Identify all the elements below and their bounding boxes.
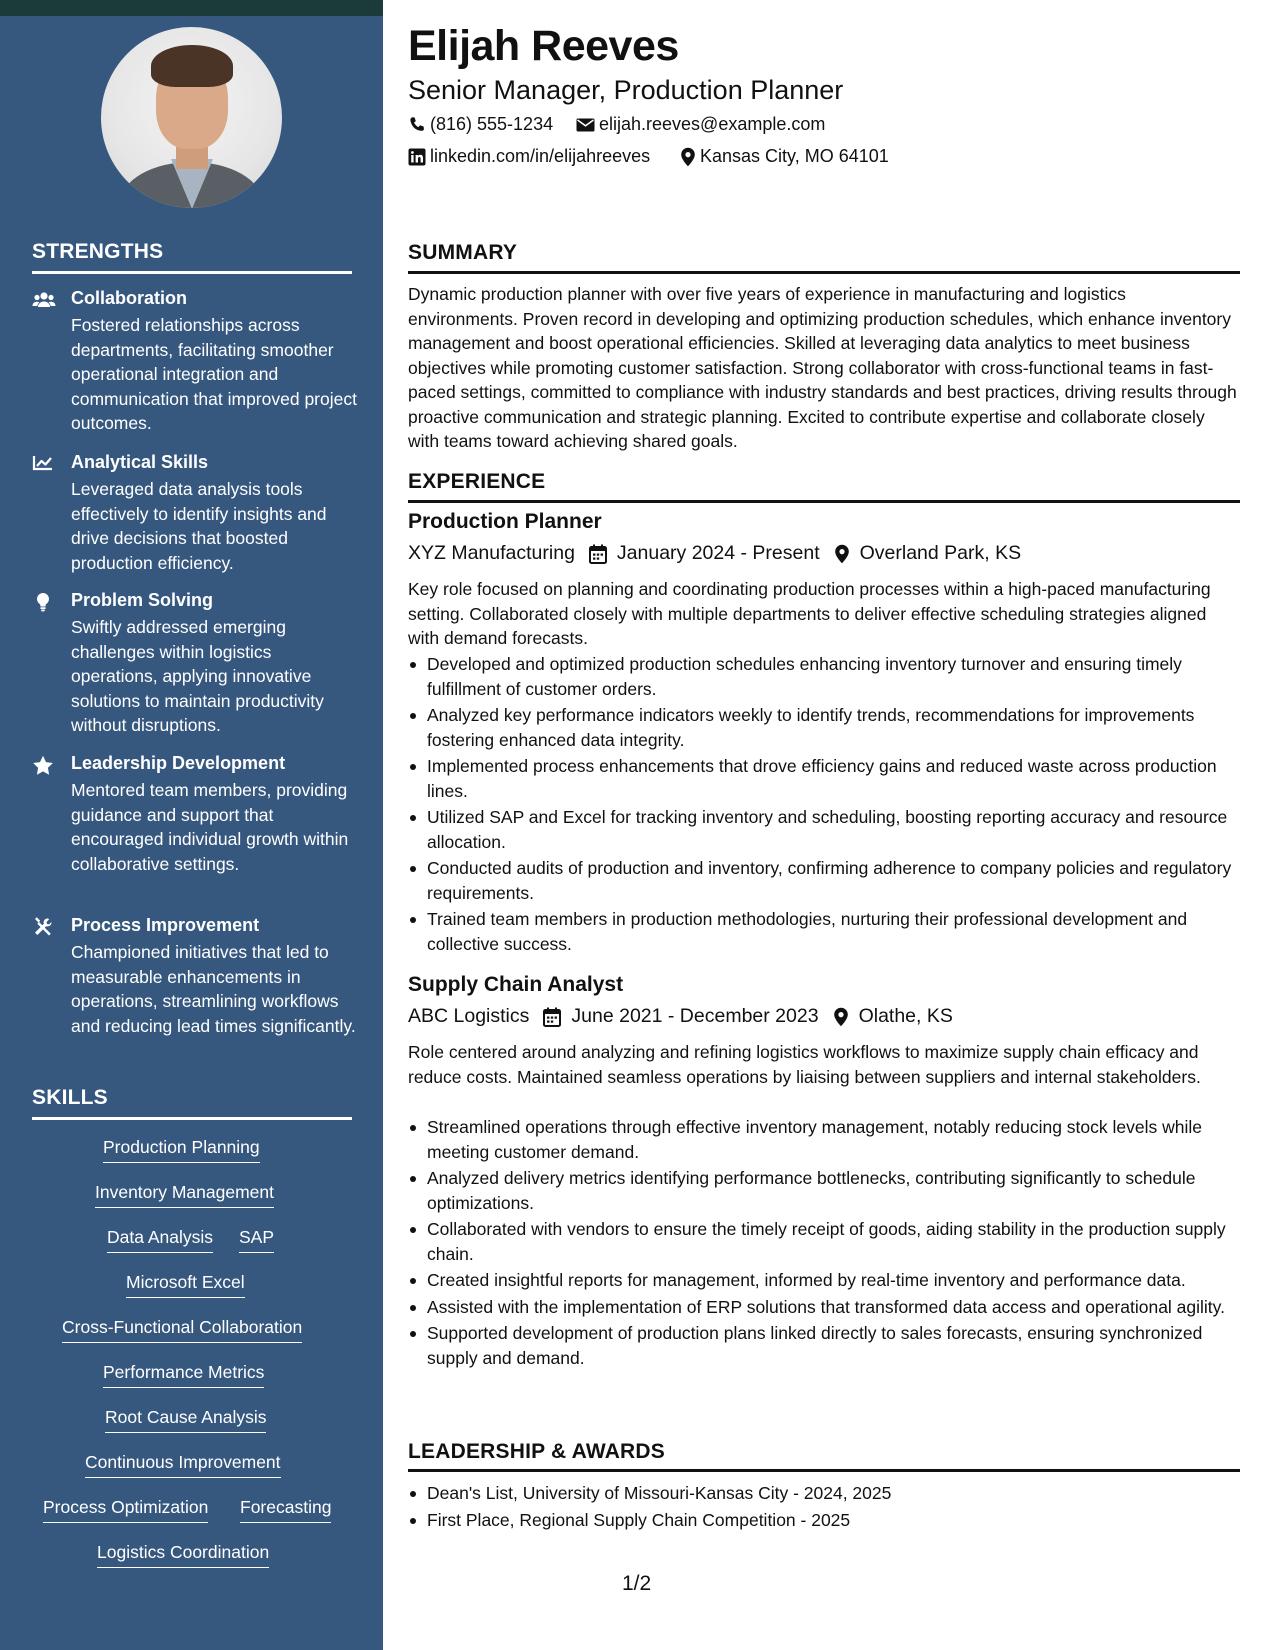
- candidate-name: Elijah Reeves: [408, 22, 679, 70]
- list-item: Utilized SAP and Excel for tracking inventory and scheduling, boosting reporting accuracy and resource allocation.: [408, 805, 1240, 854]
- job-location: Overland Park, KS: [859, 542, 1022, 564]
- strength-desc: Mentored team members, providing guidance and support that encouraged individual growth within collaborative settings.: [71, 780, 349, 874]
- skill-tag: Cross-Functional Collaboration: [62, 1317, 302, 1343]
- job-role: Production Planner: [408, 510, 602, 533]
- list-item: Created insightful reports for management, informed by real-time inventory and performance data.: [408, 1268, 1240, 1293]
- job-description: Key role focused on planning and coordinating production processes within a high-paced manufacturing setting. Collaborated closely with multiple departments to deliver effective scheduling strategies aligned with demand forecasts.: [408, 579, 1211, 648]
- list-item: Assisted with the implementation of ERP solutions that transformed data access and operational agility.: [408, 1295, 1240, 1320]
- calendar-icon: [543, 1007, 561, 1027]
- job-dates: January 2024 - Present: [616, 542, 820, 564]
- skill-tag: Performance Metrics: [103, 1362, 264, 1388]
- job-bullets: [408, 652, 1240, 958]
- phone-text: (816) 555-1234: [430, 114, 554, 134]
- experience-title: EXPERIENCE: [408, 470, 546, 493]
- strength-title: Problem Solving: [71, 590, 214, 610]
- strength-title: Process Improvement: [71, 915, 260, 935]
- awards-list: [408, 1481, 1240, 1534]
- list-item: Analyzed key performance indicators weekly to identify trends, recommendations for improvements fostering enhanced data integrity.: [408, 703, 1240, 752]
- skill-tag: SAP: [239, 1227, 274, 1253]
- skill-tag: Root Cause Analysis: [105, 1407, 266, 1433]
- job-company: ABC Logistics: [408, 1005, 530, 1027]
- users-icon: [32, 290, 56, 310]
- list-item: Collaborated with vendors to ensure the timely receipt of goods, aiding stability in the production supply chain.: [408, 1217, 1240, 1266]
- awards-rule: [408, 1469, 1240, 1472]
- map-pin-icon: [833, 1007, 849, 1027]
- job-location: Olathe, KS: [858, 1005, 953, 1027]
- job-dates: June 2021 - December 2023: [571, 1005, 819, 1027]
- contact-phone: [408, 114, 553, 135]
- skills-rule: [32, 1117, 352, 1120]
- calendar-icon: [589, 544, 607, 564]
- list-item: Supported development of production plans linked directly to sales forecasts, ensuring synchronized supply and demand.: [408, 1321, 1240, 1370]
- skills-title: SKILLS: [32, 1086, 108, 1109]
- list-item: Trained team members in production methodologies, nurturing their professional development and collective success.: [408, 907, 1240, 956]
- job-role: Supply Chain Analyst: [408, 973, 624, 996]
- list-item: Conducted audits of production and inventory, confirming adherence to company policies and regulatory requirements.: [408, 856, 1240, 905]
- awards-title: LEADERSHIP & AWARDS: [408, 1440, 665, 1463]
- phone-icon: [408, 116, 426, 134]
- contact-linkedin: [408, 146, 650, 167]
- contact-email: [576, 114, 825, 135]
- summary-text: Dynamic production planner with over five years of experience in manufacturing and logistics environments. Proven record in developing and optimizing production schedules, which enhance inventory management and boost operational efficiencies. Skilled at leveraging data analytics to meet business objectives while promoting customer satisfaction. Strong collaborator with cross-functional teams in fast-paced settings, committed to compliance with industry standards and best practices, driving results through proactive communication and strategic planning. Excited to contribute expertise and collaborate closely with teams toward achieving shared goals.: [408, 284, 1237, 451]
- profile-photo: [101, 27, 282, 208]
- list-item: Implemented process enhancements that drove efficiency gains and reduced waste across production lines.: [408, 754, 1240, 803]
- job-description: Role centered around analyzing and refining logistics workflows to maximize supply chain efficacy and reduce costs. Maintained seamless operations by liaising between suppliers and internal stakeholders.: [408, 1042, 1201, 1087]
- envelope-icon: [576, 117, 595, 133]
- summary-rule: [408, 271, 1240, 274]
- page-number: 1/2: [622, 1572, 652, 1595]
- linkedin-text[interactable]: linkedin.com/in/elijahreeves: [430, 146, 651, 166]
- sidebar: [0, 0, 383, 1650]
- job-bullets: [408, 1115, 1240, 1372]
- skill-tag: Data Analysis: [107, 1227, 213, 1253]
- contact-location: [680, 146, 889, 167]
- skill-tag: Inventory Management: [95, 1182, 274, 1208]
- job-meta: [408, 1005, 953, 1028]
- summary-title: SUMMARY: [408, 241, 518, 264]
- email-text[interactable]: elijah.reeves@example.com: [599, 114, 826, 134]
- strength-title: Analytical Skills: [71, 452, 209, 472]
- skill-tag: Continuous Improvement: [85, 1452, 281, 1478]
- strength-desc: Championed initiatives that led to measurable enhancements in operations, streamlining workflows and reducing lead times significantly.: [71, 942, 356, 1036]
- strength-desc: Fostered relationships across departments, facilitating smoother operational integration and communication that improved project outcomes.: [71, 315, 357, 433]
- list-item: First Place, Regional Supply Chain Competition - 2025: [408, 1508, 1240, 1533]
- skill-tag: Process Optimization: [43, 1497, 208, 1523]
- strength-title: Leadership Development: [71, 753, 286, 773]
- list-item: Streamlined operations through effective inventory management, notably reducing stock levels while meeting customer demand.: [408, 1115, 1240, 1164]
- candidate-title: Senior Manager, Production Planner: [408, 75, 844, 105]
- lightbulb-icon: [32, 592, 56, 612]
- linkedin-icon: [408, 148, 426, 166]
- job-meta: [408, 542, 1021, 565]
- skill-tag: Forecasting: [240, 1497, 331, 1523]
- strength-desc: Swiftly addressed emerging challenges within logistics operations, applying innovative solutions to maintain productivity without disruptions.: [71, 617, 324, 735]
- strengths-title: STRENGTHS: [32, 240, 164, 263]
- sidebar-top-bar: [0, 0, 383, 16]
- job-company: XYZ Manufacturing: [408, 542, 575, 564]
- list-item: Analyzed delivery metrics identifying performance bottlenecks, contributing significantly to schedule optimizations.: [408, 1166, 1240, 1215]
- strength-desc: Leveraged data analysis tools effectively to identify insights and drive decisions that boosted production efficiency.: [71, 479, 327, 573]
- experience-rule: [408, 500, 1240, 503]
- skill-tag: Logistics Coordination: [97, 1542, 269, 1568]
- strengths-rule: [32, 271, 352, 274]
- strength-title: Collaboration: [71, 288, 187, 308]
- skill-tag: Production Planning: [103, 1137, 260, 1163]
- star-icon: [32, 755, 56, 775]
- location-text: Kansas City, MO 64101: [700, 146, 889, 166]
- list-item: Dean's List, University of Missouri-Kansas City - 2024, 2025: [408, 1481, 1240, 1506]
- chart-line-icon: [32, 454, 56, 474]
- list-item: Developed and optimized production schedules enhancing inventory turnover and ensuring timely fulfillment of customer orders.: [408, 652, 1240, 701]
- tools-icon: [32, 917, 56, 937]
- map-pin-icon: [680, 147, 696, 167]
- skill-tag: Microsoft Excel: [126, 1272, 245, 1298]
- map-pin-icon: [834, 544, 850, 564]
